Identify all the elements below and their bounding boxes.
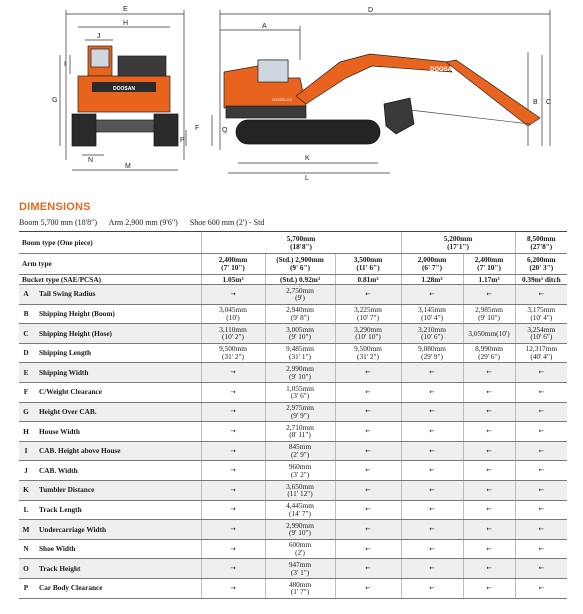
dimension-letter: J [19,461,33,481]
label-k: K [305,155,310,162]
dimension-value: ← [463,461,515,481]
dimension-value: ← [515,539,567,559]
dimension-value: → [201,500,265,520]
label-c: C [546,99,552,106]
dimension-letter: D [19,343,33,363]
dimension-value: ← [463,422,515,442]
dimension-value: ← [335,441,401,461]
dimension-value: ← [515,559,567,579]
dimension-letter: P [19,578,33,598]
dimension-letter: K [19,480,33,500]
section-heading: DIMENSIONS [19,201,91,213]
dimension-name: Undercarriage Width [33,520,201,540]
dimension-value: ← [401,402,463,422]
dimension-name: Tail Swing Radius [33,285,201,305]
dimension-row [19,480,567,500]
dimension-value: ← [515,480,567,500]
label-b: B [533,99,538,106]
dimension-value: ← [515,578,567,598]
label-e: E [123,6,128,13]
dimension-value: 2,985mm (9' 10") [463,304,515,324]
dimension-value: ← [515,441,567,461]
dimension-letter: C [19,324,33,344]
dimension-letter: B [19,304,33,324]
arm-type-row [19,254,567,275]
dimension-value: ← [515,363,567,383]
dimension-value: 3,145mm (10' 4") [401,304,463,324]
dimension-row [19,304,567,324]
bucket-type-cell: 0.39m³ ditch [515,275,567,285]
boom-type-label: Boom type (One piece) [19,232,201,254]
dimension-value: ← [515,520,567,540]
label-g: G [52,97,58,104]
dimension-value: → [201,422,265,442]
dimension-value: 947mm (3' 1") [265,559,335,579]
boom-group-5200: 5,200mm (17'1") [401,232,515,254]
dimension-value: 2,750mm (9') [265,285,335,305]
dimension-value: 2,990mm (9' 10") [265,363,335,383]
dimension-value: ← [401,559,463,579]
dimension-row [19,382,567,402]
dimension-value: → [201,559,265,579]
dimension-value: ← [463,500,515,520]
dimension-value: ← [335,578,401,598]
configuration-line [19,218,274,227]
dimension-letter: F [19,382,33,402]
dimension-value: ← [401,461,463,481]
dimension-name: Car Body Clearance [33,578,201,598]
config-arm: Arm 2,900 mm (9'6") [108,218,178,227]
dimension-row [19,441,567,461]
dimension-name: Tumbler Distance [33,480,201,500]
dimension-value: 3,045mm (10') [201,304,265,324]
dimension-letter: A [19,285,33,305]
dimension-name: Track Length [33,500,201,520]
boom-type-row [19,232,567,254]
dimension-name: C/Weight Clearance [33,382,201,402]
dimension-value: ← [515,422,567,442]
dimension-row [19,461,567,481]
label-n: N [88,157,94,164]
dimension-name: House Width [33,422,201,442]
label-i: I [64,61,66,68]
label-f: F [195,125,200,132]
dimension-value: 3,225mm (10' 7") [335,304,401,324]
arm-type-cell: 3,500mm (11' 6") [335,254,401,275]
dimension-row [19,539,567,559]
arm-type-cell: 2,400mm (7' 10") [201,254,265,275]
dimension-value: 600mm (2') [265,539,335,559]
dimension-value: 4,445mm (14' 7") [265,500,335,520]
dimension-value: 2,710mm (8' 11") [265,422,335,442]
dimension-value: ← [515,500,567,520]
dimension-name: Shipping Width [33,363,201,383]
label-p: P [180,137,185,144]
dimension-value: ← [401,285,463,305]
dimension-value: ← [401,480,463,500]
bucket-type-cell: 0.81m³ [335,275,401,285]
dimension-value: 3,210mm (10' 6") [401,324,463,344]
dimension-value: ← [335,285,401,305]
dimension-value: ← [401,363,463,383]
dimension-value: 9,500mm (31' 2") [335,343,401,363]
dimension-value: ← [515,382,567,402]
dimension-row [19,578,567,598]
model-badge: DX225LCA [272,97,293,102]
dimension-value: ← [401,578,463,598]
dimension-letter: M [19,520,33,540]
dimension-row [19,559,567,579]
label-h: H [123,20,129,27]
dimension-value: ← [463,363,515,383]
dimension-name: Shoe Width [33,539,201,559]
dimension-value: ← [463,559,515,579]
dimension-drawing [0,0,583,180]
side-brand-text: DOOSAN [430,67,457,73]
dimension-value: 3,290mm (10' 10") [335,324,401,344]
arm-type-cell: 6,200mm (20' 3") [515,254,567,275]
dimension-value: ← [335,422,401,442]
dimension-value: ← [515,402,567,422]
dimension-row [19,500,567,520]
config-boom: Boom 5,700 mm (18'8") [19,218,98,227]
dimension-value: ← [335,461,401,481]
dimension-value: 960mm (3' 2") [265,461,335,481]
dimension-value: → [201,363,265,383]
dimension-letter: L [19,500,33,520]
bucket-type-cell: (Std.) 0.92m³ [265,275,335,285]
dimension-value: 3,005mm (9' 10") [265,324,335,344]
dimension-name: Height Over CAB. [33,402,201,422]
label-d: D [368,7,374,14]
dimension-letter: I [19,441,33,461]
dimension-value: → [201,441,265,461]
dimension-row [19,363,567,383]
arm-type-cell: (Std.) 2,900mm (9' 6") [265,254,335,275]
dimension-value: ← [463,441,515,461]
dimension-value: → [201,578,265,598]
dimension-value: ← [515,461,567,481]
dimension-value: ← [335,382,401,402]
dimension-value: ← [401,539,463,559]
dimension-value: → [201,520,265,540]
arm-type-cell: 2,400mm (7' 10") [463,254,515,275]
dimension-value: ← [401,382,463,402]
dimension-letter: E [19,363,33,383]
dimension-value: ← [335,539,401,559]
bucket-type-row [19,275,567,285]
dimension-value: ← [463,382,515,402]
dimension-value: 845mm (2' 9") [265,441,335,461]
dimension-letter: H [19,422,33,442]
dimension-name: Track Height [33,559,201,579]
config-shoe: Shoe 600 mm (2') - Std [189,218,265,227]
dimension-value: ← [463,285,515,305]
dimension-name: Shipping Height (Boom) [33,304,201,324]
dimension-value: → [201,382,265,402]
dimension-value: ← [463,520,515,540]
bucket-type-cell: 1.28m³ [401,275,463,285]
dimension-value: ← [335,363,401,383]
dimension-value: 3,650mm (11' 12") [265,480,335,500]
dimensions-table-body [19,232,567,599]
dimension-value: 8,990mm (29' 6") [463,343,515,363]
dimension-value: → [201,285,265,305]
dimension-name: CAB. Width [33,461,201,481]
dimension-letter: N [19,539,33,559]
dimension-value: → [201,402,265,422]
dimension-letter: G [19,402,33,422]
dimension-value: ← [463,480,515,500]
dimension-row [19,422,567,442]
dimension-value: 3,175mm (10' 4") [515,304,567,324]
dimension-value: → [201,461,265,481]
bucket-type-label: Bucket type (SAE/PCSA) [19,275,201,285]
dimension-value: ← [401,520,463,540]
dimension-row [19,520,567,540]
dimension-value: ← [401,500,463,520]
boom-group-8500: 8,500mm (27'8") [515,232,567,254]
dimension-value: 2,940mm (9' 8") [265,304,335,324]
side-view [212,10,550,173]
dimension-value: 1,055mm (3' 6") [265,382,335,402]
dimension-value: ← [335,500,401,520]
dimension-value: 3,110mm (10' 2") [201,324,265,344]
boom-group-5700: 5,700mm (18'8") [201,232,401,254]
dimension-value: ← [463,539,515,559]
dimension-value: 2,975mm (9' 9") [265,402,335,422]
dimension-value: ← [463,402,515,422]
front-view [60,10,186,170]
dimension-value: ← [335,480,401,500]
dimension-value: 9,080mm (29' 9") [401,343,463,363]
dimension-value: 12,317mm (40' 4") [515,343,567,363]
dimension-letter: O [19,559,33,579]
dimension-value: ← [401,441,463,461]
dimension-value: 9,500mm (31' 2") [201,343,265,363]
dimension-row [19,402,567,422]
dimension-value: ← [515,285,567,305]
dimension-row [19,343,567,363]
label-a: A [262,23,267,30]
dimension-value: ← [401,422,463,442]
dimension-row [19,285,567,305]
dimension-value: 9,485mm (31' 1") [265,343,335,363]
label-m: M [125,163,131,170]
dimension-value: 3,050mm(10') [463,324,515,344]
label-j: J [97,33,101,40]
arm-type-label: Arm type [19,254,201,275]
dimension-value: ← [335,402,401,422]
arm-type-cell: 2,000mm (6' 7") [401,254,463,275]
dimension-value: → [201,480,265,500]
bucket-type-cell: 1.05m³ [201,275,265,285]
dimension-value: ← [335,559,401,579]
bucket-type-cell: 1.17m³ [463,275,515,285]
dimension-name: Shipping Height (Hose) [33,324,201,344]
dimension-value: 2,990mm (9' 10") [265,520,335,540]
dimension-row [19,324,567,344]
dimensions-table [19,231,567,599]
dimension-value: ← [463,578,515,598]
dimension-value: 480mm (1' 7") [265,578,335,598]
dimension-name: CAB. Height above House [33,441,201,461]
dimension-value: → [201,539,265,559]
dimension-value: 3,254mm (10' 6") [515,324,567,344]
label-q: Q [222,127,228,134]
label-l: L [305,175,309,180]
dimension-name: Shipping Length [33,343,201,363]
front-brand-text: DOOSAN [113,86,135,92]
dimension-value: ← [335,520,401,540]
